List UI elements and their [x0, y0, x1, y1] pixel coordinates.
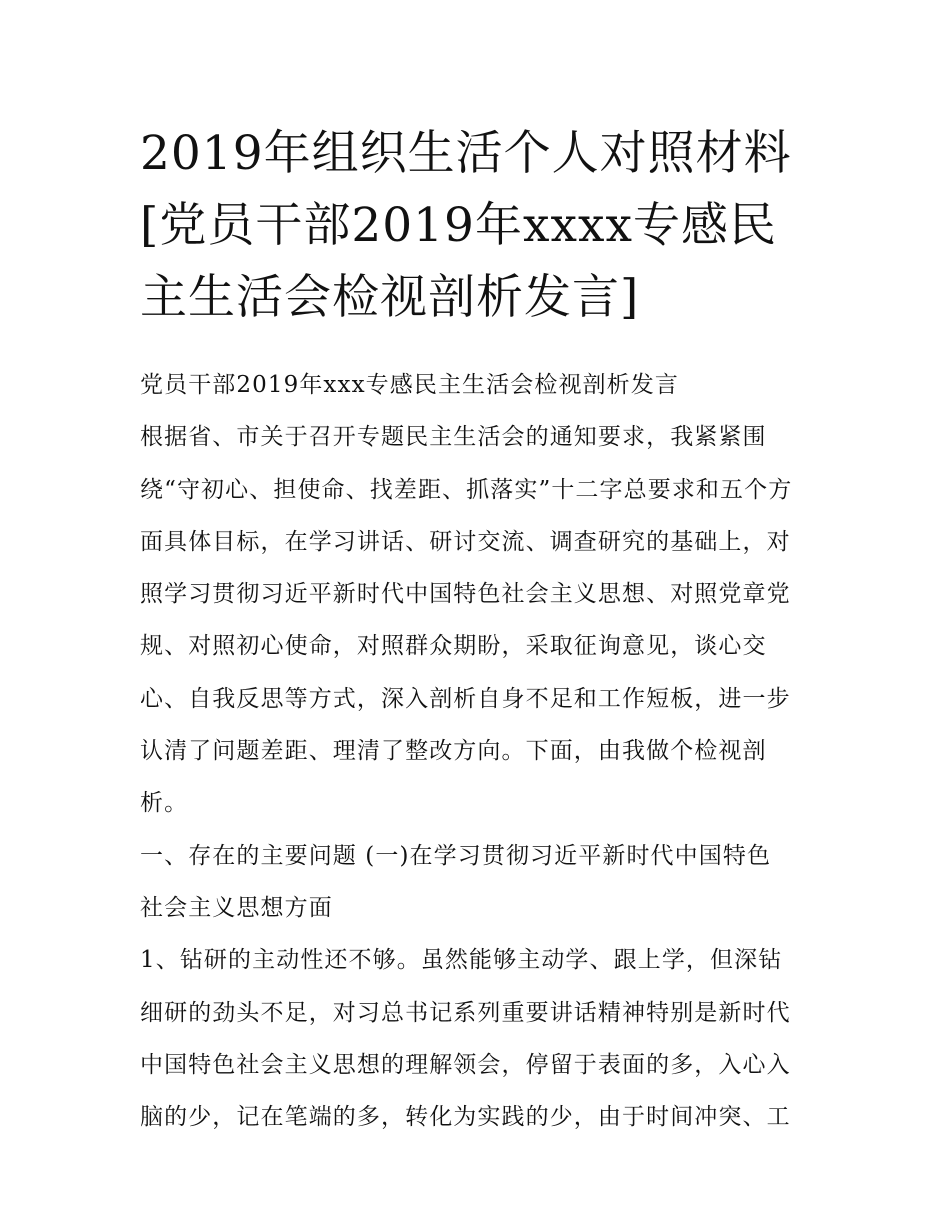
title-line: 主生活会检视剖析发言]: [140, 270, 640, 325]
document-title: [140, 118, 820, 334]
paragraph-line: 照学习贯彻习近平新时代中国特色社会主义思想、对照党章党: [140, 581, 791, 608]
paragraph-line: 析。: [140, 790, 189, 817]
paragraph-line: 细研的劲头不足，对习总书记系列重要讲话精神特别是新时代: [140, 999, 791, 1026]
title-line: [党员干部2019年xxxx专感民: [140, 198, 777, 253]
title-line: 2019年组织生活个人对照材料: [140, 126, 792, 181]
section-heading-line: 社会主义思想方面: [140, 894, 333, 921]
paragraph-line: 中国特色社会主义思想的理解领会，停留于表面的多，入心入: [140, 1051, 791, 1078]
paragraph-line: 绕“守初心、担使命、找差距、抓落实”十二字总要求和五个方: [140, 476, 793, 503]
paragraph-line: 脑的少，记在笔端的多，转化为实践的少，由于时间冲突、工: [140, 1104, 791, 1131]
paragraph-line: 1、钻研的主动性还不够。虽然能够主动学、跟上学，但深钻: [140, 947, 783, 974]
subtitle-line: 党员干部2019年xxx专感民主生活会检视剖析发言: [140, 372, 679, 398]
paragraph-line: 面具体目标，在学习讲话、研讨交流、调查研究的基础上，对: [140, 528, 791, 555]
paragraph-line: 认清了问题差距、理清了整改方向。下面，由我做个检视剖: [140, 738, 767, 765]
document-body: [140, 359, 820, 1143]
paragraph-line: 根据省、市关于召开专题民主生活会的通知要求，我紧紧围: [140, 424, 767, 451]
section-heading-line: 一、存在的主要问题 (一)在学习贯彻习近平新时代中国特色: [140, 842, 772, 869]
paragraph-line: 心、自我反思等方式，深入剖析自身不足和工作短板，进一步: [140, 685, 791, 712]
paragraph-line: 规、对照初心使命，对照群众期盼，采取征询意见，谈心交: [140, 633, 767, 660]
